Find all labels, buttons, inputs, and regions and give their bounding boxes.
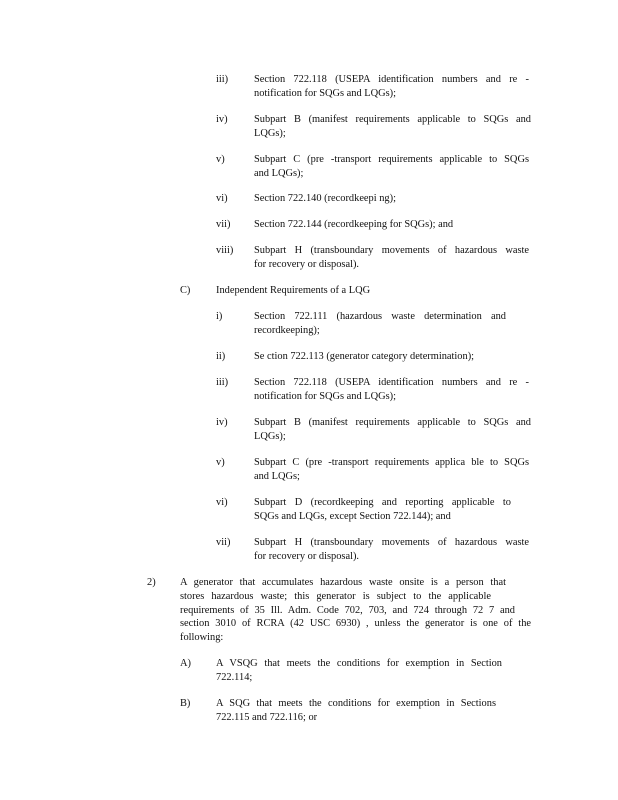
item-marker: i) <box>216 311 223 322</box>
item-text-line: Subpart H (transboundary movements of hazardous waste <box>254 245 529 256</box>
item-text-line: recordkeeping); <box>254 325 320 336</box>
item-text-line: Subpart H (transboundary movements of hazardous waste <box>254 537 529 548</box>
item-text-line: A VSQG that meets the conditions for exemption in Section <box>216 658 502 669</box>
paragraph-line: stores hazardous waste; this generator is subject to the applicable <box>180 591 491 602</box>
paragraph-line: section 3010 of RCRA (42 USC 6930) , unless the generator is one of the <box>180 618 531 629</box>
item-text-line: LQGs); <box>254 128 286 139</box>
item-text-line: notification for SQGs and LQGs); <box>254 391 396 402</box>
item-text-line: 722.115 and 722.116; or <box>216 712 318 723</box>
item-marker: B) <box>180 698 191 709</box>
section-heading: Independent Requirements of a LQG <box>216 285 371 296</box>
item-text-line: and LQGs; <box>254 471 300 482</box>
item-marker: ii) <box>216 351 226 362</box>
item-text-line: Subpart B (manifest requirements applicable to SQGs and <box>254 417 531 428</box>
item-text-line: Subpart B (manifest requirements applicable to SQGs and <box>254 114 531 125</box>
item-text-line: A SQG that meets the conditions for exemption in Sections <box>216 698 496 709</box>
item-text-line: for recovery or disposal). <box>254 551 360 562</box>
item-text-line: notification for SQGs and LQGs); <box>254 88 396 99</box>
item-text-line: and LQGs); <box>254 168 304 179</box>
paragraph-line: A generator that accumulates hazardous waste onsite is a person that <box>180 577 506 588</box>
item-text-line: Section 722.118 (USEPA identification numbers and re - <box>254 377 529 388</box>
item-marker: 2) <box>147 577 156 588</box>
item-text-line: Subpart C (pre -transport requirements applica ble to SQGs <box>254 457 529 468</box>
item-marker: vii) <box>216 537 231 548</box>
item-marker: viii) <box>216 245 234 256</box>
item-marker: iv) <box>216 114 228 125</box>
item-text-line: Section 722.111 (hazardous waste determination and <box>254 311 506 322</box>
item-text-line: Subpart C (pre -transport requirements applicable to SQGs <box>254 154 529 165</box>
item-text-line: Section 722.140 (recordkeepi ng); <box>254 193 396 204</box>
item-marker: vi) <box>216 193 228 204</box>
item-marker: v) <box>216 154 225 165</box>
item-text-line: Subpart D (recordkeeping and reporting applicable to <box>254 497 511 508</box>
item-text-line: 722.114; <box>216 672 253 683</box>
item-text-line: LQGs); <box>254 431 286 442</box>
paragraph-line: requirements of 35 Ill. Adm. Code 702, 703, and 724 through 72 7 and <box>180 605 515 616</box>
item-marker: vii) <box>216 219 231 230</box>
item-text-line: Section 722.144 (recordkeeping for SQGs); and <box>254 219 454 230</box>
item-text-line: SQGs and LQGs, except Section 722.144); and <box>254 511 451 522</box>
paragraph-line: following: <box>180 632 224 643</box>
item-marker: iii) <box>216 74 229 85</box>
item-text-line: Section 722.118 (USEPA identification numbers and re - <box>254 74 529 85</box>
item-marker: vi) <box>216 497 228 508</box>
section-marker: C) <box>180 285 191 296</box>
item-text-line: for recovery or disposal). <box>254 259 360 270</box>
item-marker: v) <box>216 457 225 468</box>
item-marker: A) <box>180 658 191 669</box>
item-marker: iii) <box>216 377 229 388</box>
item-marker: iv) <box>216 417 228 428</box>
item-text-line: Se ction 722.113 (generator category determination); <box>254 351 475 362</box>
